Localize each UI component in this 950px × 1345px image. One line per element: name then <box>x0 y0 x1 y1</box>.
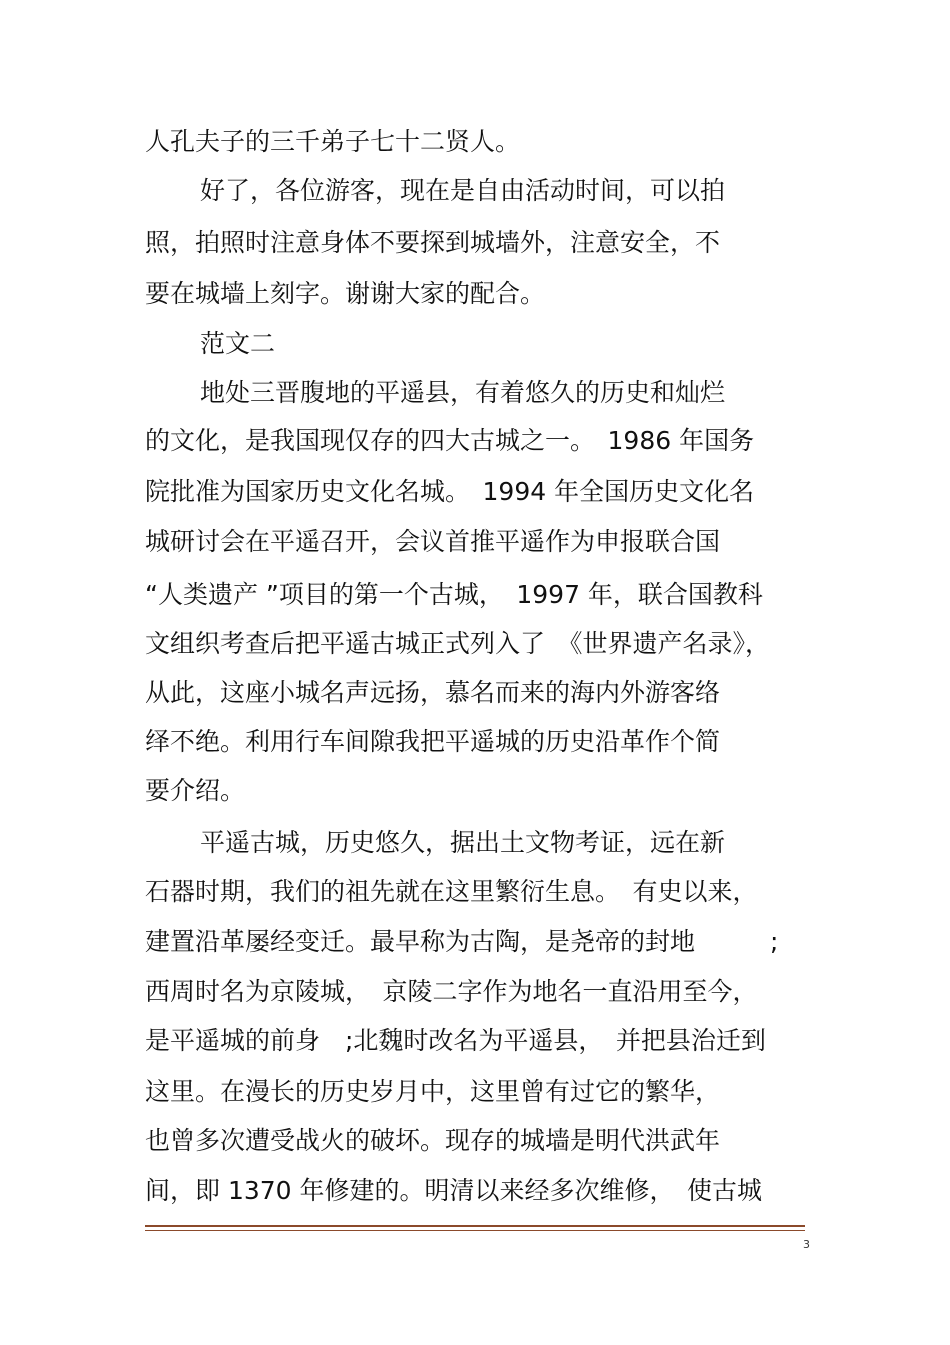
text-line: 平遥古城，历史悠久，据出土文物考证，远在新 <box>200 828 726 857</box>
text-line: 这里。在漫长的历史岁月中，这里曾有过它的繁华， <box>145 1077 721 1106</box>
text-line: 文组织考查后把平遥古城正式列入了 《世界遗产名录》， <box>145 629 771 658</box>
text-line: 从此，这座小城名声远扬，慕名而来的海内外游客络 <box>145 678 721 707</box>
text-line: 地处三晋腹地的平遥县，有着悠久的历史和灿烂 <box>200 378 726 407</box>
section-heading: 范文二 <box>200 329 276 358</box>
text-line: “人类遗产 ”项目的第一个古城， 1997 年，联合国教科 <box>145 580 763 609</box>
text-line: 是平遥城的前身 ;北魏时改名为平遥县， 并把县治迁到 <box>145 1026 766 1055</box>
text-line: 间，即 1370 年修建的。明清以来经多次维修， 使古城 <box>145 1176 763 1205</box>
footer-rule-thin <box>145 1230 805 1231</box>
text-line: 人孔夫子的三千弟子七十二贤人。 <box>145 127 521 156</box>
footer-rule <box>145 1225 805 1227</box>
text-line: 绎不绝。利用行车间隙我把平遥城的历史沿革作个简 <box>145 727 721 756</box>
page-number: 3 <box>803 1238 810 1251</box>
text-line: 建置沿革屡经变迁。最早称为古陶，是尧帝的封地 ; <box>145 927 779 956</box>
text-line: 西周时名为京陵城， 京陵二字作为地名一直沿用至今， <box>145 977 758 1006</box>
text-line: 石器时期，我们的祖先就在这里繁衍生息。 有史以来， <box>145 877 758 906</box>
text-line: 好了，各位游客，现在是自由活动时间，可以拍 <box>200 176 726 205</box>
text-line: 照，拍照时注意身体不要探到城墙外，注意安全，不 <box>145 228 721 257</box>
text-line: 的文化，是我国现仅存的四大古城之一。 1986 年国务 <box>145 426 755 455</box>
text-line: 城研讨会在平遥召开，会议首推平遥作为申报联合国 <box>145 527 721 556</box>
text-line: 也曾多次遭受战火的破坏。现存的城墙是明代洪武年 <box>145 1126 721 1155</box>
text-line: 要在城墙上刻字。谢谢大家的配合。 <box>145 279 546 308</box>
text-line: 院批准为国家历史文化名城。 1994 年全国历史文化名 <box>145 477 755 506</box>
text-line: 要介绍。 <box>145 776 246 805</box>
